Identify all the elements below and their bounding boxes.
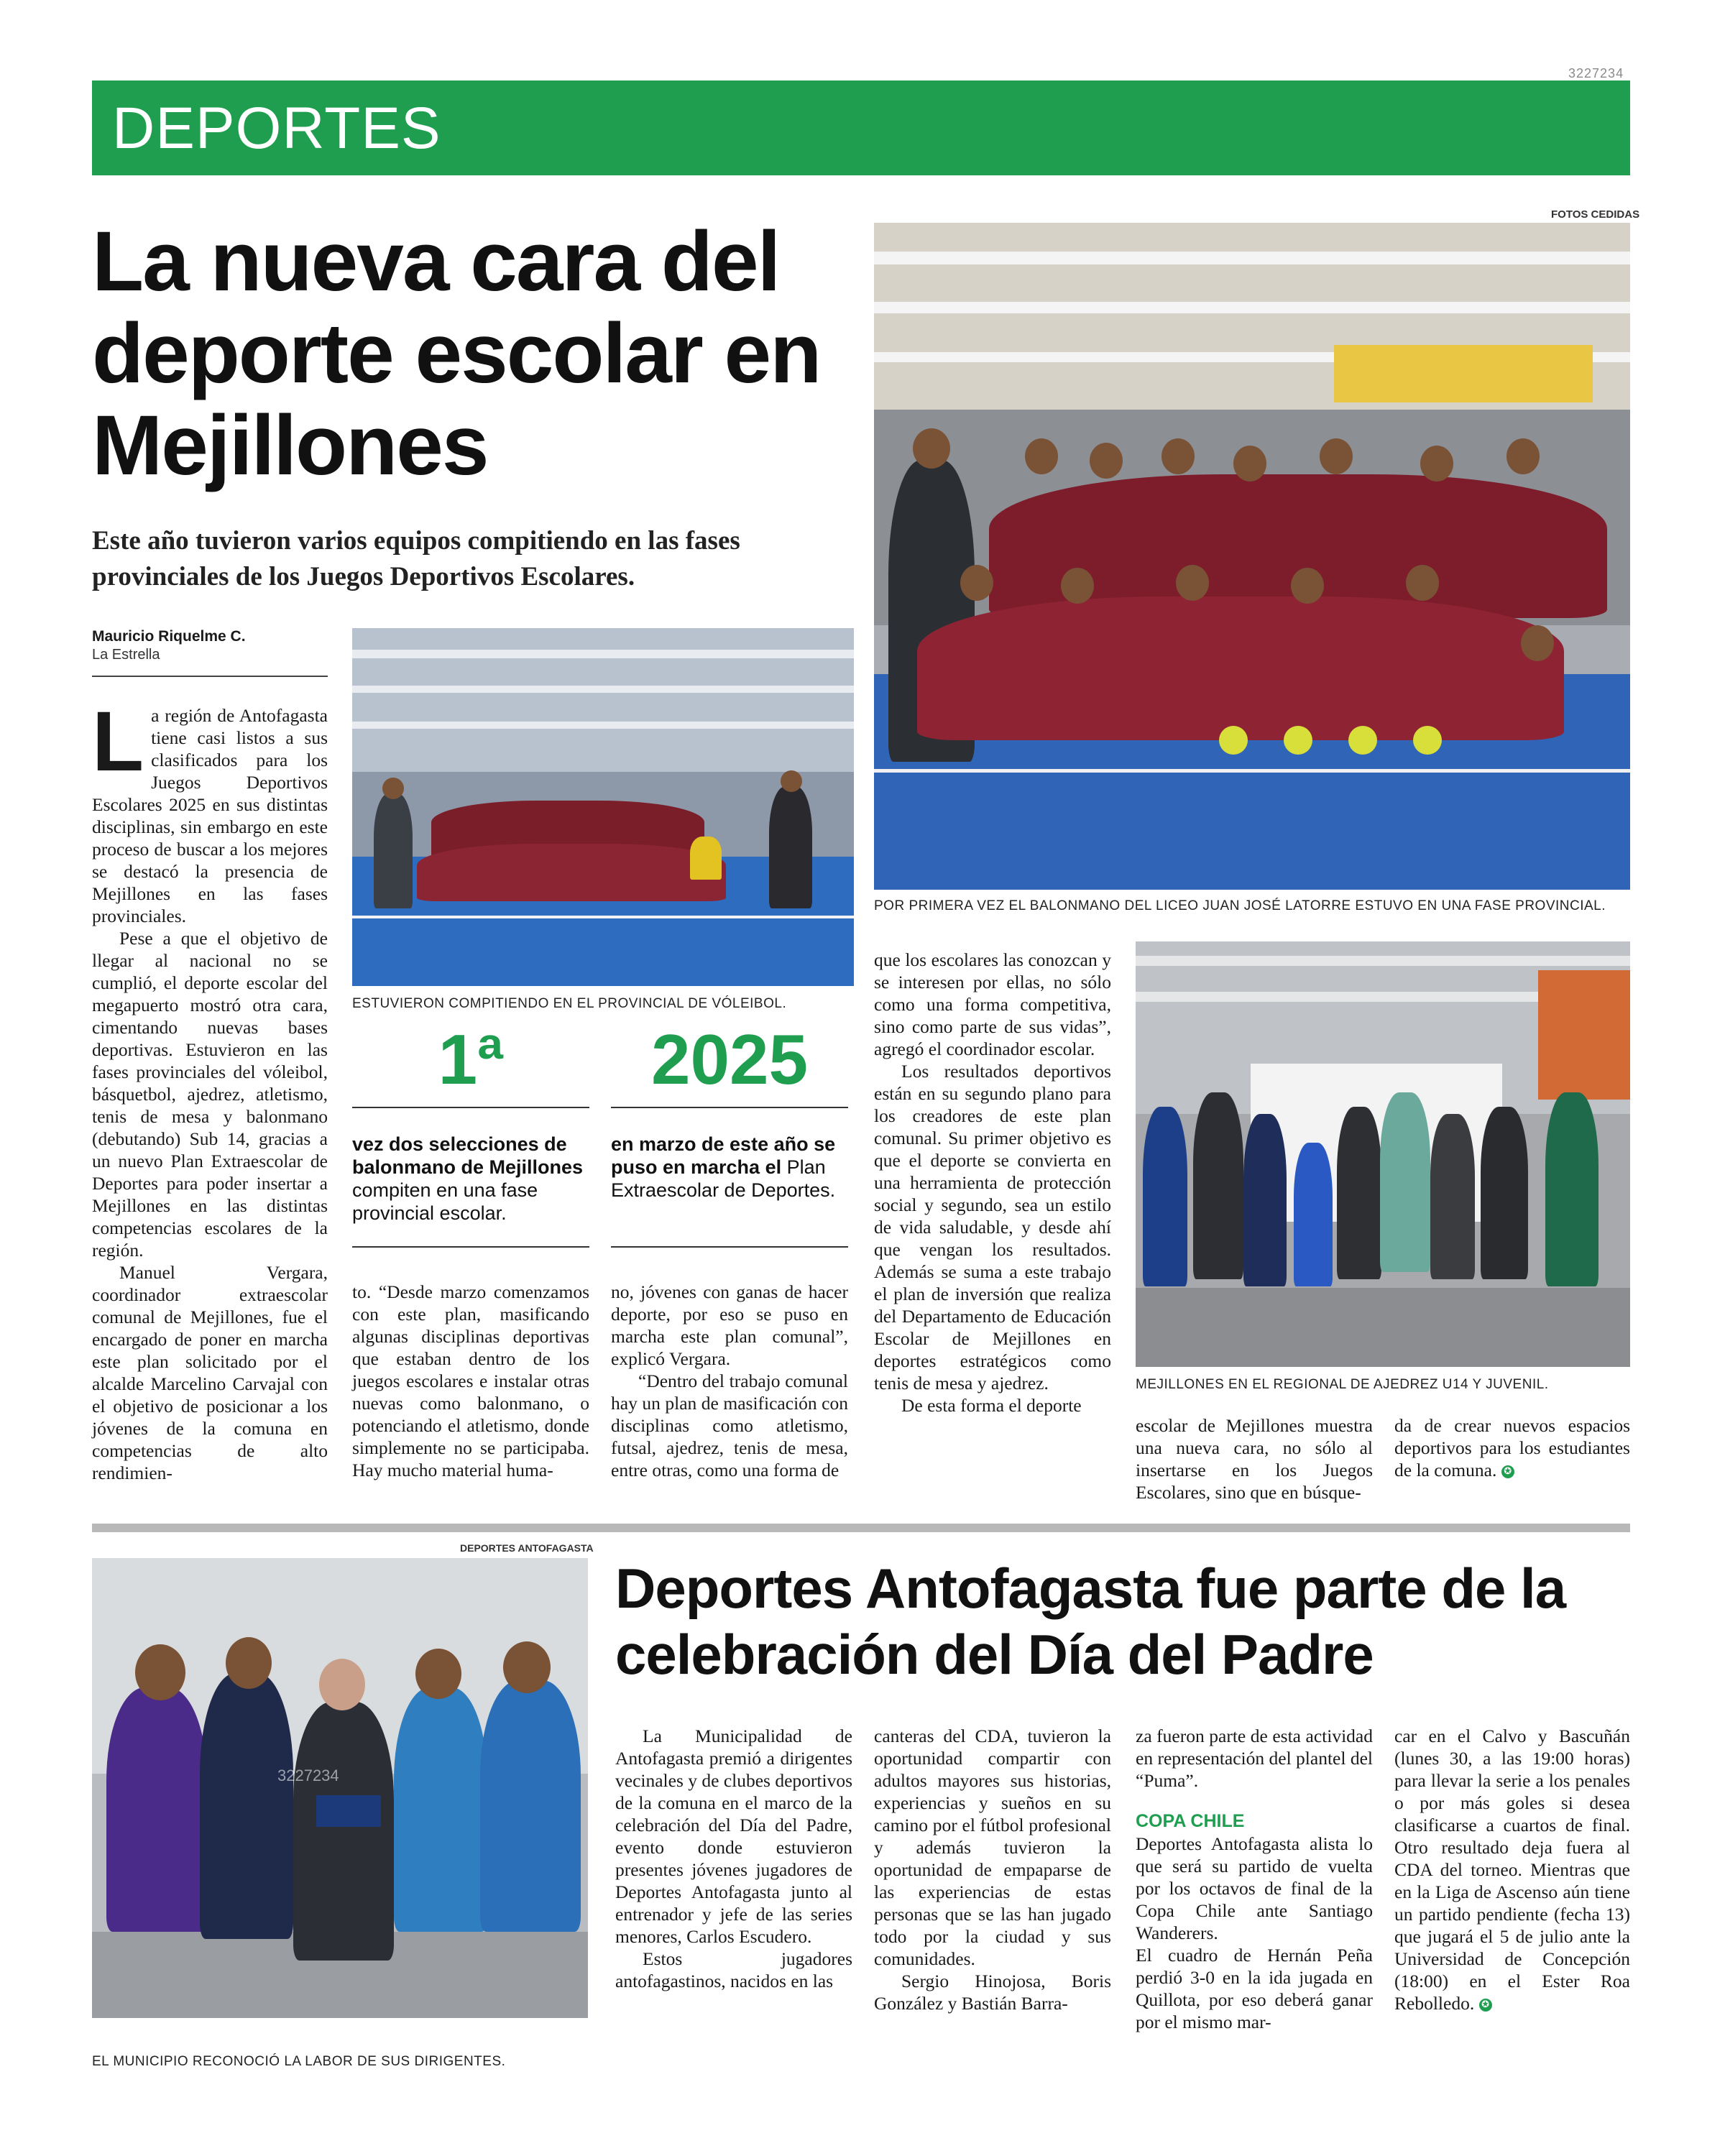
article2-column-1 [615,1725,852,1992]
fathers-day-caption: EL MUNICIPIO RECONOCIÓ LA LABOR DE SUS DIRIGENTES. [92,2054,506,2069]
copa-chile-subhead: COPA CHILE [1136,1811,1245,1831]
article2-column-3 [1136,1725,1373,2033]
article2-paragraph: Sergio Hinojosa, Boris González y Bastián Barra- [874,1971,1111,2014]
article1-column-3 [611,1281,848,1481]
article1-paragraph: Los resultados deportivos están en su segundo plano para los creadores de este plan comunal. Su primer objetivo es que el deporte se convierta en una herramienta de protección social y segundo, sea un estilo de vida saludable, y desde ahí que vengan los resultados. Además se suma a este trabajo el plan de inversión que realiza del Departamento de Educación Escolar de Mejillones en deportes estratégicos como tenis de mesa y ajedrez. [874,1061,1111,1393]
article1-paragraph: De esta forma el deporte [901,1395,1082,1416]
article1-column-1 [92,694,328,1484]
article1-paragraph: Pese a que el objetivo de llegar al nacional no se cumplió, el deporte escolar del megapuerto mostró otra cara, cimentando nuevas bases deportivas. Estuvieron en las fases provinciales del vóleibol, básquetbol, ajedrez, atletismo, tenis de mesa y balonmano (debutando) Sub 14, gracias a un nuevo Plan Extraescolar de Deportes para poder insertar a Mejillones en las distintas competencias escolares de la región. [92,928,328,1261]
drop-cap: L [92,694,144,789]
stat-1-number: 1ª [438,1020,504,1099]
section-label: DEPORTES [112,96,441,161]
stat-1-rule [352,1107,589,1108]
article1-column-5 [1136,1414,1373,1503]
stat-2-text: en marzo de este año se puso en marcha el Plan Extraescolar de Deportes. [611,1133,836,1201]
article1-paragraph: no, jóvenes con ganas de hacer deporte, por eso se puso en marcha este plan comunal”, explicó Vergara. [611,1281,848,1369]
article1-paragraph: Manuel Vergara, coordinador extraescolar comunal de Mejillones, fue el encargado de poner en marcha este plan solicitado por el alcalde Marcelino Carvajal con el objetivo de posicionar a los jóvenes de la comuna en competencias de alto rendimien- [92,1262,328,1483]
author-byline: Mauricio Riquelme C. [92,628,246,645]
article1-paragraph: La región de Antofagasta tiene casi listos a sus clasificados para los Juegos Deportivos Escolares 2025 en sus distintas disciplinas, sin embargo en este proceso de buscar a los mejores se destacó la presencia de Mejillones en las fases provinciales. [92,694,328,926]
end-mark-icon: ✪ [1501,1465,1514,1478]
byline-rule [92,676,328,677]
chess-team-photo [1136,941,1630,1367]
stat-2-bottom-rule [611,1246,848,1248]
fathers-day-photo [92,1558,588,2018]
article1-headline: La nueva cara del deporte escolar en Mejillones [92,214,821,493]
handball-team-photo [874,223,1630,890]
stat-2-number: 2025 [650,1020,808,1099]
end-mark-icon: ✪ [1479,1999,1492,2012]
page-code: 3227234 [1568,66,1624,80]
article-separator [92,1524,1630,1532]
article2-paragraph: La Municipalidad de Antofagasta premió a dirigentes vecinales y de clubes deportivos de la comuna en el marco de la celebración del Día del Padre, evento donde estuvieron presentes jóvenes jugadores de Deportes Antofagasta junto al entrenador y jefe de las series menores, Carlos Escudero. [615,1726,852,1947]
stat-1-bottom-rule [352,1246,589,1248]
article1-column-2 [352,1281,589,1481]
photo-credit: FOTOS CEDIDAS [1551,208,1640,221]
article1-deck: Este año tuvieron varios equipos compitiendo en las fases provinciales de los Juegos Deportivos Escolares. [92,526,740,591]
stat-2-rule [611,1107,848,1108]
chess-caption: MEJILLONES EN EL REGIONAL DE AJEDREZ U14 Y JUVENIL. [1136,1377,1549,1392]
article2-paragraph: car en el Calvo y Bascuñán (lunes 30, a las 19:00 horas) para llevar la serie a los penales o por más goles si desea clasificarse a cuartos de final. Otro resultado deja fuera al CDA del torneo. Mientras que en la Liga de Ascenso aún tiene un partido pendiente (fecha 13) que jugará el 5 de julio ante la Universidad de Concepción (18:00) en el Ester Roa Rebolledo. ✪ [1394,1726,1630,2014]
article1-paragraph: escolar de Mejillones muestra una nueva cara, no sólo al insertarse en los Juegos Escolares, sino que en búsque- [1136,1415,1373,1503]
article2-headline: Deportes Antofagasta fue parte de la celebración del Día del Padre [615,1557,1566,1686]
article2-paragraph: canteras del CDA, tuvieron la oportunidad compartir con adultos mayores sus historias, experiencias y sueños en su camino por el fútbol profesional y además tuvieron la oportunidad de empaparse de las experiencias de estas personas que se las han jugado todo por la ciudad y sus comunidades. [874,1726,1111,1969]
article2-paragraph: za fueron parte de esta actividad en representación del plantel del “Puma”. [1136,1726,1373,1791]
article2-paragraph: El cuadro de Hernán Peña perdió 3-0 en la ida jugada en Quillota, por eso deberá ganar por el mismo mar- [1136,1945,1373,2032]
article2-photo-credit: DEPORTES ANTOFAGASTA [460,1542,594,1554]
volleyball-team-photo [352,628,854,986]
article2-column-4 [1394,1725,1630,2014]
article1-paragraph: que los escolares las conozcan y se interesen por ellas, no sólo como una forma competitiva, sino como parte de sus vidas”, agregó el coordinador escolar. [874,949,1111,1059]
handball-caption: POR PRIMERA VEZ EL BALONMANO DEL LICEO JUAN JOSÉ LATORRE ESTUVO EN UNA FASE PROVINCIAL. [874,898,1606,913]
article2-paragraph: Deportes Antofagasta alista lo que será su partido de vuelta por los octavos de final de la Copa Chile ante Santiago Wanderers. [1136,1833,1373,1943]
stat-1-text: vez dos selecciones de balonmano de Mejillones compiten en una fase provincial escolar. [352,1133,584,1224]
article2-paragraph: Estos jugadores antofagastinos, nacidos en las [615,1948,852,1991]
article1-paragraph: to. “Desde marzo comenzamos con este plan, masificando algunas disciplinas deportivas que estaban dentro de los juegos escolares e instalar otras nuevas como balonmano, o potenciando el atletismo, donde simplemente no se participaba. Hay mucho material huma- [352,1281,589,1480]
volleyball-caption: ESTUVIERON COMPITIENDO EN EL PROVINCIAL DE VÓLEIBOL. [352,996,787,1011]
article1-column-4 [874,949,1111,1416]
article1-paragraph: “Dentro del trabajo comunal hay un plan de masificación con disciplinas como atletismo, futsal, ajedrez, tenis de mesa, entre otras, como una forma de [611,1370,848,1480]
photo-watermark: 3227234 [277,1766,339,1784]
article2-column-2 [874,1725,1111,2014]
outlet-name: La Estrella [92,647,160,663]
article1-column-6 [1394,1414,1630,1481]
article1-paragraph: da de crear nuevos espacios deportivos para los estudiantes de la comuna. ✪ [1394,1415,1630,1480]
